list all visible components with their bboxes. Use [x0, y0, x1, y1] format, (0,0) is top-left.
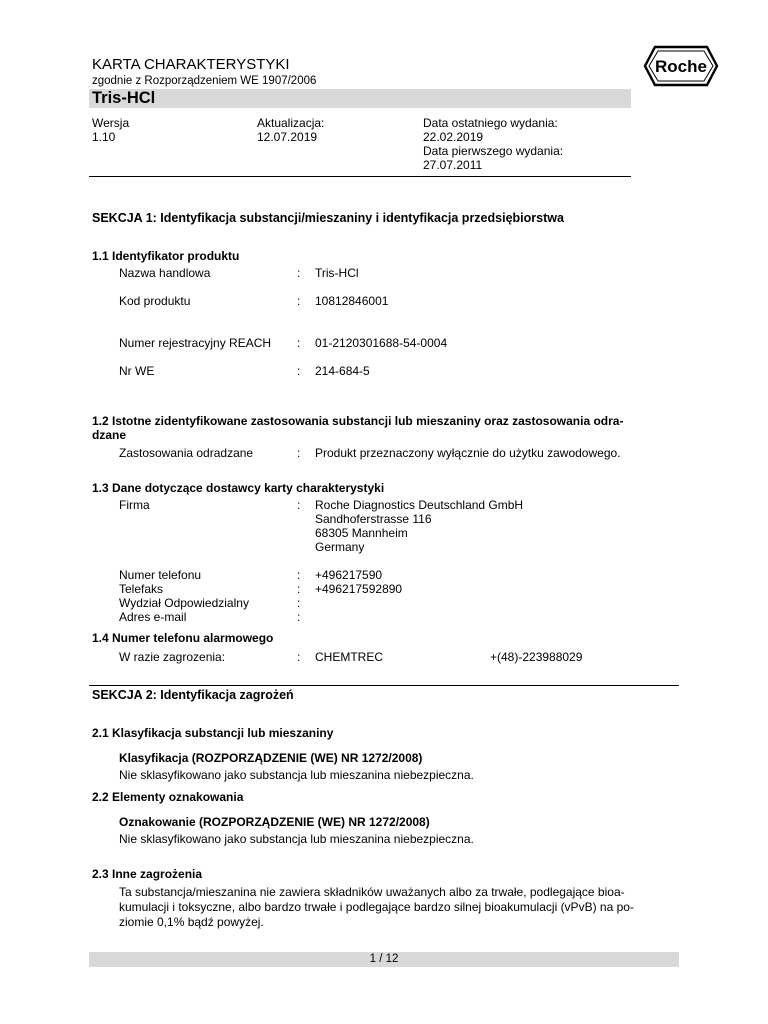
company-line: Germany: [315, 540, 365, 554]
first-issue-label: Data pierwszego wydania:: [423, 144, 564, 158]
colon: :: [297, 446, 301, 460]
fax-value: +496217592890: [315, 582, 403, 596]
company-line: Sandhoferstrasse 116: [315, 512, 432, 526]
version-label: Wersja: [92, 116, 130, 130]
version-value: 1.10: [92, 130, 116, 144]
page-number: 1 / 12: [369, 953, 399, 965]
colon: :: [297, 336, 301, 350]
dept-label: Wydział Odpowiedzialny: [119, 596, 249, 610]
s23-text-line: ziomie 0,1% bądź powyżej.: [119, 915, 264, 929]
product-name-bar: [89, 89, 631, 108]
company-line: 68305 Mannheim: [315, 526, 408, 540]
reach-value: 01-2120301688-54-0004: [315, 336, 448, 350]
s22-text: Nie sklasyfikowano jako substancja lub mieszanina niebezpieczna.: [119, 832, 474, 846]
update-value: 12.07.2019: [257, 130, 318, 144]
colon: :: [297, 596, 301, 610]
company-label: Firma: [119, 498, 150, 512]
last-issue-value: 22.02.2019: [423, 130, 484, 144]
header-divider: [89, 176, 631, 177]
colon: :: [297, 582, 301, 596]
document-subtitle: zgodnie z Rozporządzeniem WE 1907/2006: [92, 75, 317, 87]
section-divider: [89, 685, 679, 686]
emergency-org: CHEMTREC: [315, 650, 383, 664]
colon: :: [297, 568, 301, 582]
s13-heading: 1.3 Dane dotyczące dostawcy karty charakterystyki: [92, 481, 385, 495]
last-issue-label: Data ostatniego wydania:: [423, 116, 558, 130]
reach-label: Numer rejestracyjny REACH: [119, 336, 272, 350]
colon: :: [297, 294, 301, 308]
s21-subheading: Klasyfikacja (ROZPORZĄDZENIE (WE) NR 1272/2008): [119, 751, 423, 765]
colon: :: [297, 498, 301, 512]
s14-heading: 1.4 Numer telefonu alarmowego: [92, 631, 274, 645]
trade-name-value: Tris-HCl: [315, 266, 359, 280]
advised-against-label: Zastosowania odradzane: [119, 446, 254, 460]
section-1-title: SEKCJA 1: Identyfikacja substancji/mieszaniny i identyfikacja przedsiębiorstwa: [92, 211, 564, 225]
emergency-label: W razie zagrozenia:: [119, 650, 226, 664]
emergency-number: +(48)-223988029: [490, 650, 583, 664]
s23-heading: 2.3 Inne zagrożenia: [92, 867, 203, 881]
fax-label: Telefaks: [119, 582, 164, 596]
colon: :: [297, 364, 301, 378]
logo-text: Roche: [655, 57, 707, 76]
update-label: Aktualizacja:: [257, 116, 325, 130]
s23-text-line: Ta substancja/mieszanina nie zawiera składników uważanych albo za trwałe, podlegające bioa-: [119, 885, 625, 899]
advised-against-value: Produkt przeznaczony wyłącznie do użytku zawodowego.: [315, 446, 621, 460]
colon: :: [297, 650, 301, 664]
colon: :: [297, 610, 301, 624]
first-issue-value: 27.07.2011: [423, 158, 483, 172]
s22-subheading: Oznakowanie (ROZPORZĄDZENIE (WE) NR 1272/2008): [119, 815, 430, 829]
s12-heading-line1: 1.2 Istotne zidentyfikowane zastosowania substancji lub mieszaniny oraz zastosowania odra-: [92, 414, 624, 428]
document-title: KARTA CHARAKTERYSTYKI: [92, 56, 290, 73]
s12-heading-line2: dzane: [92, 428, 127, 442]
company-line: Roche Diagnostics Deutschland GmbH: [315, 498, 524, 512]
s21-heading: 2.1 Klasyfikacja substancji lub mieszaniny: [92, 726, 334, 740]
s23-text-line: kumulacji i toksyczne, albo bardzo trwałe i podlegające bardzo silnej bioakumulacji (vPvB) na po-: [119, 900, 634, 914]
trade-name-label: Nazwa handlowa: [119, 266, 211, 280]
colon: :: [297, 266, 301, 280]
ec-label: Nr WE: [119, 364, 155, 378]
s21-text: Nie sklasyfikowano jako substancja lub mieszanina niebezpieczna.: [119, 768, 474, 782]
section-2-title: SEKCJA 2: Identyfikacja zagrożeń: [92, 688, 294, 702]
phone-label: Numer telefonu: [119, 568, 202, 582]
phone-value: +496217590: [315, 568, 383, 582]
product-code-label: Kod produktu: [119, 294, 191, 308]
product-code-value: 10812846001: [315, 294, 389, 308]
roche-logo: [643, 45, 719, 87]
email-label: Adres e-mail: [119, 610, 187, 624]
product-name: Tris-HCl: [92, 89, 156, 107]
s22-heading: 2.2 Elementy oznakowania: [92, 790, 244, 804]
ec-value: 214-684-5: [315, 364, 370, 378]
s11-heading: 1.1 Identyfikator produktu: [92, 249, 240, 263]
